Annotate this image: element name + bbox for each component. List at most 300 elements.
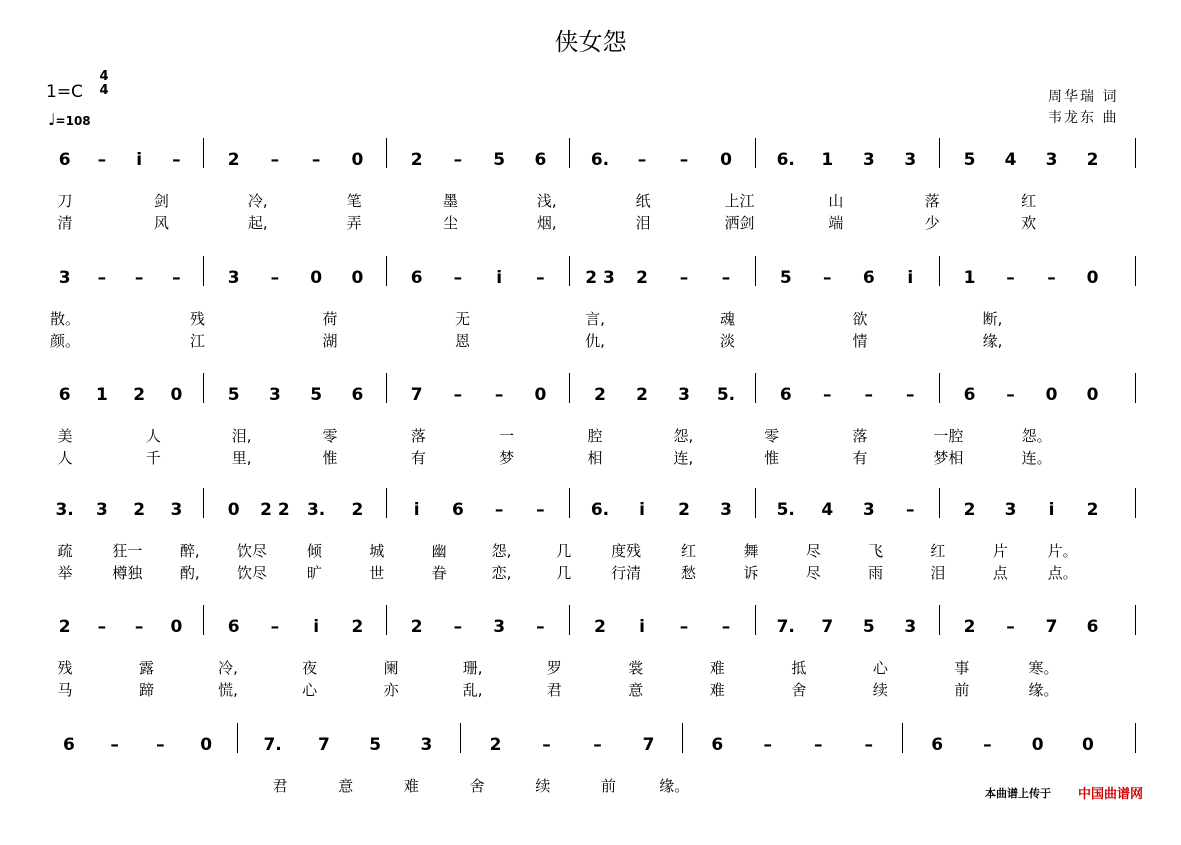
lyric-verse-1: 尽 [805, 542, 821, 560]
lyric-verse-2: 泪 [635, 214, 651, 232]
lyric-verse-2: 点 [992, 564, 1008, 582]
bar-line [386, 605, 387, 635]
lyric-verse-2: 梦相 [933, 449, 964, 467]
note: i [496, 268, 503, 288]
lyric-verse-2: 情 [852, 332, 868, 350]
bar-line [1135, 256, 1136, 286]
tempo-value: =108 [55, 114, 91, 128]
lyric-verse-1: 阑 [383, 659, 399, 677]
note: – [679, 150, 689, 170]
lyric-verse-1: 心 [872, 659, 888, 677]
lyric-verse-2: 前 [954, 681, 970, 699]
lyric-verse-1: 寒。 [1028, 659, 1059, 677]
note: 3 [493, 617, 506, 637]
score-row [0, 150, 1181, 260]
lyric-verse-1: 墨 [442, 192, 458, 210]
lyric-verse-2: 举 [57, 564, 73, 582]
note: 2 [58, 617, 71, 637]
lyric-verse-1: 怨。 [1021, 427, 1052, 445]
bar-line [569, 373, 570, 403]
lyric-verse-2: 樽独 [112, 564, 143, 582]
note: – [983, 735, 992, 755]
score-row [0, 500, 1181, 610]
note: 3 [1004, 500, 1017, 520]
note: 0 [170, 617, 183, 637]
bar-line [203, 256, 204, 286]
note: 5. [716, 385, 736, 405]
note: 5 [369, 735, 382, 755]
bar-line [203, 605, 204, 635]
note: 2 [489, 735, 502, 755]
time-bottom: 4 [99, 83, 109, 98]
note: – [763, 735, 772, 755]
note: – [97, 617, 107, 637]
lyric-verse-2: 难 [709, 681, 725, 699]
lyric-verse-2: 缘, [982, 332, 1003, 350]
note: 3 [862, 150, 875, 170]
lyric-verse-1: 冷, [247, 192, 268, 210]
bar-line [203, 488, 204, 518]
note: 6 [58, 385, 71, 405]
note: 2 [636, 385, 648, 405]
note: – [906, 385, 915, 405]
lyric-verse-2: 恩 [454, 332, 471, 350]
lyric-verse-1: 抵 [791, 659, 807, 677]
lyric-verse-2: 恋, [491, 564, 512, 582]
note: 0 [227, 500, 240, 520]
lyric-verse-2: 风 [153, 214, 169, 232]
lyric-verse-2: 慌, [218, 681, 238, 699]
lyric-verse-2: 有 [852, 449, 868, 467]
note: – [453, 385, 463, 405]
note: 2 [678, 500, 690, 520]
lyric-verse-2: 点。 [1047, 564, 1078, 582]
lyric-verse-2: 饮尽 [237, 564, 268, 582]
score-row [0, 268, 1181, 378]
bar-line [902, 723, 903, 753]
note: 0 [1045, 385, 1058, 405]
note: 4 [821, 500, 834, 520]
note: 5 [779, 268, 792, 288]
lyric-verse-2: 仇, [585, 332, 605, 350]
bar-line [569, 138, 570, 168]
note: – [536, 617, 545, 637]
lyric-verse-1: 零 [764, 427, 780, 445]
note: 2 [133, 385, 146, 405]
bar-line [939, 488, 940, 518]
note: – [823, 385, 832, 405]
lyric-verse-1: 一腔 [933, 427, 964, 445]
note: 0 [310, 268, 323, 288]
bar-line [1135, 373, 1136, 403]
lyric-verse-1: 飞 [868, 542, 884, 560]
lyric-verse-2: 续 [872, 681, 888, 699]
note: 3 [720, 500, 732, 520]
note: i [907, 268, 914, 288]
lyric-verse-1: 上江 [724, 192, 755, 210]
lyric-verse-2: 江 [189, 332, 206, 350]
note: i [413, 500, 420, 520]
lyric-verse-1: 红 [930, 542, 946, 560]
lyric-verse-1: 度残 [611, 542, 642, 560]
note: – [679, 268, 689, 288]
note: – [814, 735, 823, 755]
time-top: 4 [99, 69, 109, 84]
note: 6 [1086, 617, 1099, 637]
lyric-verse-2: 马 [57, 681, 73, 699]
bar-line [569, 605, 570, 635]
note: 0 [170, 385, 183, 405]
note: 7. [263, 735, 282, 755]
note: 0 [1081, 735, 1094, 755]
lyric-verse-1: 裳 [628, 659, 644, 677]
note: – [823, 268, 832, 288]
note: 6 [534, 150, 547, 170]
note: 0 [534, 385, 547, 405]
lyric-verse-1: 城 [369, 542, 385, 560]
lyric-verse-1: 舍 [469, 777, 485, 795]
footer-text: 本曲谱上传于 [985, 787, 1051, 800]
lyric-verse-1: 怨, [491, 542, 512, 560]
lyric-verse-1: 魂 [719, 310, 736, 328]
lyric-verse-1: 冷, [218, 659, 238, 677]
lyric-verse-1: 醉, [179, 542, 200, 560]
note: 2 [1086, 500, 1099, 520]
note: 6 [410, 268, 423, 288]
note: 6 [227, 617, 240, 637]
lyric-verse-2: 意 [628, 681, 644, 699]
bar-line [755, 138, 756, 168]
lyric-verse-1: 红 [1021, 192, 1037, 210]
note: – [1006, 385, 1015, 405]
lyric-verse-2: 惟 [764, 449, 780, 467]
note: 6 [351, 385, 364, 405]
bar-line [755, 256, 756, 286]
note: 7 [821, 617, 834, 637]
note: 6. [590, 500, 610, 520]
note: 5 [963, 150, 976, 170]
lyric-verse-2: 起, [247, 214, 268, 232]
lyric-verse-2: 千 [145, 449, 161, 467]
note: – [270, 150, 280, 170]
note: – [453, 268, 463, 288]
note: 2 [594, 617, 606, 637]
note: 2 [227, 150, 240, 170]
lyric-verse-2: 舍 [791, 681, 807, 699]
lyric-verse-1: 纸 [635, 192, 651, 210]
bar-line [203, 138, 204, 168]
lyric-verse-2: 梦 [499, 449, 515, 467]
note: 3. [55, 500, 74, 520]
lyric-verse-2: 人 [57, 449, 73, 467]
lyric-verse-1: 罗 [546, 659, 562, 677]
note: – [1006, 617, 1015, 637]
lyric-verse-2: 几 [556, 564, 572, 582]
bar-line [569, 256, 570, 286]
lyric-verse-2: 雨 [868, 564, 884, 582]
lyric-verse-2: 颜。 [49, 332, 81, 350]
note: – [637, 150, 647, 170]
note: – [453, 617, 463, 637]
note: 7 [1045, 617, 1058, 637]
lyric-verse-1: 浅, [536, 192, 557, 210]
lyric-verse-2: 洒剑 [724, 214, 755, 232]
lyric-verse-2: 旷 [306, 564, 322, 582]
lyric-verse-1: 事 [954, 659, 970, 677]
lyric-verse-1: 难 [403, 777, 419, 795]
lyric-verse-1: 红 [681, 542, 697, 560]
lyric-verse-1: 泪, [231, 427, 252, 445]
lyric-verse-2: 泪 [930, 564, 946, 582]
note: 3. [306, 500, 326, 520]
note: 0 [1031, 735, 1044, 755]
lyric-verse-1: 笔 [346, 192, 362, 210]
lyric-verse-2: 愁 [681, 564, 697, 582]
note: – [494, 500, 504, 520]
bar-line [1135, 488, 1136, 518]
note: 5 [862, 617, 875, 637]
note: – [1006, 268, 1015, 288]
lyric-verse-1: 狂一 [112, 542, 143, 560]
lyric-verse-2: 行清 [611, 564, 642, 582]
note: 2 [351, 500, 364, 520]
note: 6. [590, 150, 610, 170]
note: i [1048, 500, 1055, 520]
bar-line [939, 373, 940, 403]
lyric-verse-2: 连, [673, 449, 694, 467]
site-logo: 中国曲谱网 [1078, 787, 1144, 802]
lyric-verse-2: 酌, [179, 564, 200, 582]
note: 2 [963, 500, 976, 520]
note: 2 [410, 617, 423, 637]
note: – [134, 617, 144, 637]
note: – [906, 500, 915, 520]
note: – [542, 735, 551, 755]
lyric-verse-1: 前 [601, 777, 617, 795]
note: – [453, 150, 463, 170]
lyric-verse-2: 湖 [322, 332, 338, 350]
note: 3 [95, 500, 108, 520]
note: 0 [720, 150, 732, 170]
lyric-verse-2: 亦 [383, 681, 399, 699]
note: 5. [776, 500, 795, 520]
lyric-verse-2: 清 [57, 214, 73, 232]
bar-line [569, 488, 570, 518]
tempo-marking [48, 110, 91, 129]
note: 1 [821, 150, 834, 170]
note: 0 [351, 268, 364, 288]
page-title: 侠女怨 [554, 28, 627, 56]
lyric-verse-2: 弄 [346, 214, 362, 232]
lyric-verse-1: 意 [338, 777, 354, 795]
note: 2 [351, 617, 364, 637]
note: 0 [200, 735, 213, 755]
note: – [311, 150, 321, 170]
note: 3 [904, 617, 917, 637]
note: 1 [95, 385, 108, 405]
lyric-verse-1: 疏 [57, 542, 73, 560]
lyric-verse-2: 有 [410, 449, 426, 467]
lyric-verse-2: 尘 [442, 214, 458, 232]
lyric-verse-1: 难 [709, 659, 725, 677]
note: 6 [58, 150, 71, 170]
lyric-verse-1: 怨, [673, 427, 694, 445]
lyric-verse-2: 欢 [1021, 214, 1037, 232]
lyric-verse-1: 一 [499, 427, 515, 445]
composer-credit: 韦龙东 曲 [1048, 110, 1119, 126]
note: 7 [317, 735, 330, 755]
note: 1 [963, 268, 976, 288]
note: 5 [227, 385, 240, 405]
note: – [593, 735, 602, 755]
lyric-verse-2: 少 [924, 214, 940, 232]
note: 3 [268, 385, 281, 405]
lyric-verse-1: 缘。 [659, 777, 690, 795]
note: 2 [410, 150, 423, 170]
note: 0 [351, 150, 364, 170]
note: 6 [451, 500, 464, 520]
lyric-verse-1: 欲 [852, 310, 868, 328]
lyric-verse-2: 心 [302, 681, 318, 699]
key-signature [46, 82, 83, 102]
lyric-verse-1: 零 [322, 427, 338, 445]
bar-line [1135, 138, 1136, 168]
lyric-verse-1: 刀 [57, 192, 73, 210]
time-signature [98, 70, 110, 98]
lyric-verse-1: 片 [992, 542, 1008, 560]
bar-line [755, 488, 756, 518]
note: 6 [931, 735, 944, 755]
note: 2 [963, 617, 976, 637]
note: 0 [1086, 385, 1099, 405]
note: 3 [420, 735, 433, 755]
lyric-verse-2: 烟, [536, 214, 557, 232]
note: – [864, 385, 873, 405]
bar-line [386, 256, 387, 286]
lyric-verse-1: 落 [924, 192, 940, 210]
lyric-verse-1: 言, [585, 310, 605, 328]
lyric-verse-1: 君 [272, 777, 288, 795]
lyric-verse-1: 几 [556, 542, 572, 560]
lyric-verse-2: 连。 [1021, 449, 1052, 467]
note: 3 [862, 500, 875, 520]
lyric-verse-2: 乱, [462, 681, 483, 699]
bar-line [386, 373, 387, 403]
note: 3 [1045, 150, 1058, 170]
note: – [97, 150, 107, 170]
note: 2 2 [260, 500, 290, 520]
note: – [721, 268, 731, 288]
note: – [494, 385, 504, 405]
note: 5 [310, 385, 323, 405]
lyric-verse-1: 散。 [49, 310, 81, 328]
note: 6 [711, 735, 724, 755]
note: 6 [779, 385, 792, 405]
lyric-verse-2: 缘。 [1028, 681, 1059, 699]
lyric-verse-2: 里, [231, 449, 252, 467]
lyric-verse-1: 片。 [1047, 542, 1078, 560]
note: – [97, 268, 107, 288]
lyric-verse-1: 幽 [431, 542, 447, 560]
note: – [270, 617, 280, 637]
note: – [134, 268, 144, 288]
note: 2 [594, 385, 606, 405]
bar-line [1135, 605, 1136, 635]
note: – [110, 735, 119, 755]
note: 3 [170, 500, 183, 520]
lyric-verse-1: 饮尽 [237, 542, 268, 560]
lyricist-credit: 周华瑞 词 [1048, 89, 1119, 105]
note: i [639, 500, 645, 520]
bar-line [386, 488, 387, 518]
note: 7 [642, 735, 655, 755]
lyric-verse-2: 惟 [322, 449, 338, 467]
bar-line [755, 373, 756, 403]
note: 2 3 [585, 268, 615, 288]
lyric-verse-2: 尽 [805, 564, 821, 582]
note: 6 [862, 268, 875, 288]
note: – [536, 268, 545, 288]
bar-line [237, 723, 238, 753]
key-label: 1=C [46, 82, 83, 102]
lyric-verse-1: 倾 [306, 542, 322, 560]
note: – [270, 268, 280, 288]
lyric-verse-1: 夜 [302, 659, 318, 677]
note: 3 [227, 268, 240, 288]
lyric-verse-1: 腔 [587, 427, 603, 445]
lyric-verse-2: 君 [546, 681, 562, 699]
note: 2 [636, 268, 648, 288]
bar-line [203, 373, 204, 403]
note: 4 [1004, 150, 1017, 170]
note: – [721, 617, 731, 637]
lyric-verse-1: 无 [454, 310, 471, 328]
bar-line [939, 605, 940, 635]
lyric-verse-1: 人 [145, 427, 161, 445]
lyric-verse-1: 舞 [743, 542, 759, 560]
lyric-verse-1: 山 [828, 192, 844, 210]
note: 7. [776, 617, 795, 637]
bar-line [755, 605, 756, 635]
note: – [1047, 268, 1056, 288]
bar-line [682, 723, 683, 753]
lyric-verse-2: 世 [369, 564, 385, 582]
bar-line [1135, 723, 1136, 753]
lyric-verse-1: 露 [139, 659, 155, 677]
note: 3 [58, 268, 71, 288]
note: 6. [776, 150, 795, 170]
note: 6 [963, 385, 976, 405]
note: 3 [904, 150, 917, 170]
lyric-verse-1: 残 [57, 659, 73, 677]
note: i [136, 150, 143, 170]
score-row [0, 617, 1181, 727]
lyric-verse-1: 落 [852, 427, 868, 445]
note: – [172, 268, 181, 288]
bar-line [939, 138, 940, 168]
lyric-verse-1: 残 [189, 310, 206, 328]
note: 6 [62, 735, 75, 755]
note: – [536, 500, 545, 520]
note: 7 [410, 385, 423, 405]
lyric-verse-2: 相 [587, 449, 603, 467]
lyric-verse-1: 断, [982, 310, 1003, 328]
bar-line [939, 256, 940, 286]
note: 3 [678, 385, 690, 405]
lyric-verse-1: 美 [57, 427, 73, 445]
quarter-note-icon: ♩ [48, 110, 56, 129]
note: 0 [1086, 268, 1099, 288]
